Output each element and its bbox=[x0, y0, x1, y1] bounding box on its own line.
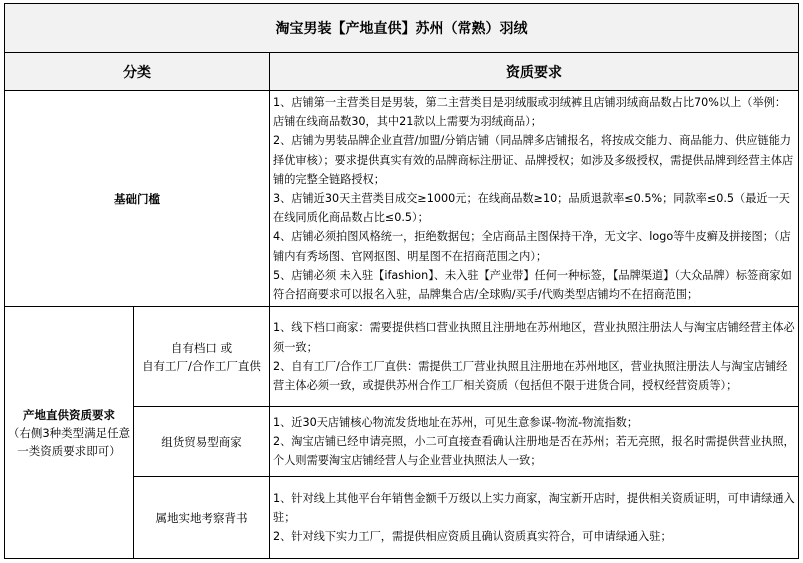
type-name-line2: 自有工厂/合作工厂直供 bbox=[142, 358, 261, 373]
basic-threshold-category: 基础门槛 bbox=[5, 91, 270, 307]
type-local-inspection: 属地实地考察背书 bbox=[134, 477, 270, 559]
requirement-line: 2、淘宝店铺已经申请亮照，小二可直接查看确认注册地是否在苏州；若无亮照，报名时需提供营业执照，个人则需要淘宝店铺经营人与企业营业执照法人一致； bbox=[273, 435, 795, 468]
origin-category-note: （右侧3种类型满足任意一类资质要求即可） bbox=[7, 425, 131, 458]
requirement-line: 5、店铺必须 未入驻【ifashion】、未入驻【产业带】任何一种标签，【品牌渠道】（大众品牌）标签商家如符合招商要求可以报名入驻，品牌集合店/全球购/买手/代购类型店铺均不在招商范围； bbox=[273, 268, 792, 302]
header-row bbox=[5, 53, 799, 91]
type-local-inspection-requirements bbox=[270, 477, 799, 559]
origin-category-title: 产地直供资质要求 bbox=[23, 407, 115, 422]
origin-type-row bbox=[5, 307, 799, 407]
requirements-table bbox=[4, 3, 799, 559]
type-name-line1: 自有档口 或 bbox=[170, 340, 233, 355]
requirement-line: 2、针对线下实力工厂，需提供相应资质且确认资质真实符合，可申请绿通入驻； bbox=[273, 530, 672, 544]
requirement-line: 2、自有工厂/合作工厂直供：需提供工厂营业执照且注册地在苏州地区，营业执照注册法人与淘宝店铺经营主体必须一致，或提供苏州合作工厂相关资质（包括但不限于进货合同，授权经营资质等）； bbox=[273, 359, 788, 392]
requirement-line: 1、针对线上其他平台年销售金额千万级以上实力商家，淘宝新开店时，提供相关资质证明，可申请绿通入驻； bbox=[273, 491, 795, 525]
header-category: 分类 bbox=[5, 53, 270, 91]
requirement-line: 2、店铺为男装品牌企业直营/加盟/分销店铺（同品牌多店铺报名，将按成交能力、商品能力、供应链能力择优审核）；要求提供真实有效的品牌商标注册证、品牌授权；如涉及多级授权，需提供品牌到经营主体店铺的完整全链路授权； bbox=[273, 134, 794, 186]
origin-supply-category bbox=[5, 307, 134, 559]
requirement-line: 3、店铺近30天主营类目成交≥1000元；在线商品数≥10；品质退款率≤0.5%；同款率≤0.5（最近一天在线同质化商品数占比≤0.5）； bbox=[273, 192, 790, 225]
requirement-line: 1、线下档口商家：需要提供档口营业执照且注册地在苏州地区，营业执照注册法人与淘宝店铺经营主体必须一致； bbox=[273, 321, 795, 354]
type-trading-merchant: 组货贸易型商家 bbox=[134, 407, 270, 477]
requirement-line: 1、近30天店铺核心物流发货地址在苏州，可见生意参谋-物流-物流指数； bbox=[273, 415, 639, 429]
title-row bbox=[5, 4, 799, 53]
basic-threshold-requirements bbox=[270, 91, 799, 307]
table-title: 淘宝男装【产地直供】苏州（常熟）羽绒 bbox=[5, 4, 799, 53]
type-own-stall-factory bbox=[134, 307, 270, 407]
type-own-stall-factory-requirements bbox=[270, 307, 799, 407]
requirement-line: 1、店铺第一主营类目是男装，第二主营类目是羽绒服或羽绒裤且店铺羽绒商品数占比70%以上（举例：店铺在线商品数30，其中21款以上需要为羽绒商品）； bbox=[273, 96, 787, 129]
basic-threshold-row bbox=[5, 91, 799, 307]
header-requirements: 资质要求 bbox=[270, 53, 799, 91]
type-trading-merchant-requirements bbox=[270, 407, 799, 477]
requirement-line: 4、店铺必须拍图风格统一，拒绝数据包；全店商品主图保持干净，无文字、logo等牛皮癣及拼接图；（店铺内有秀场图、官网抠图、明星图不在招商范围之内）； bbox=[273, 230, 791, 263]
